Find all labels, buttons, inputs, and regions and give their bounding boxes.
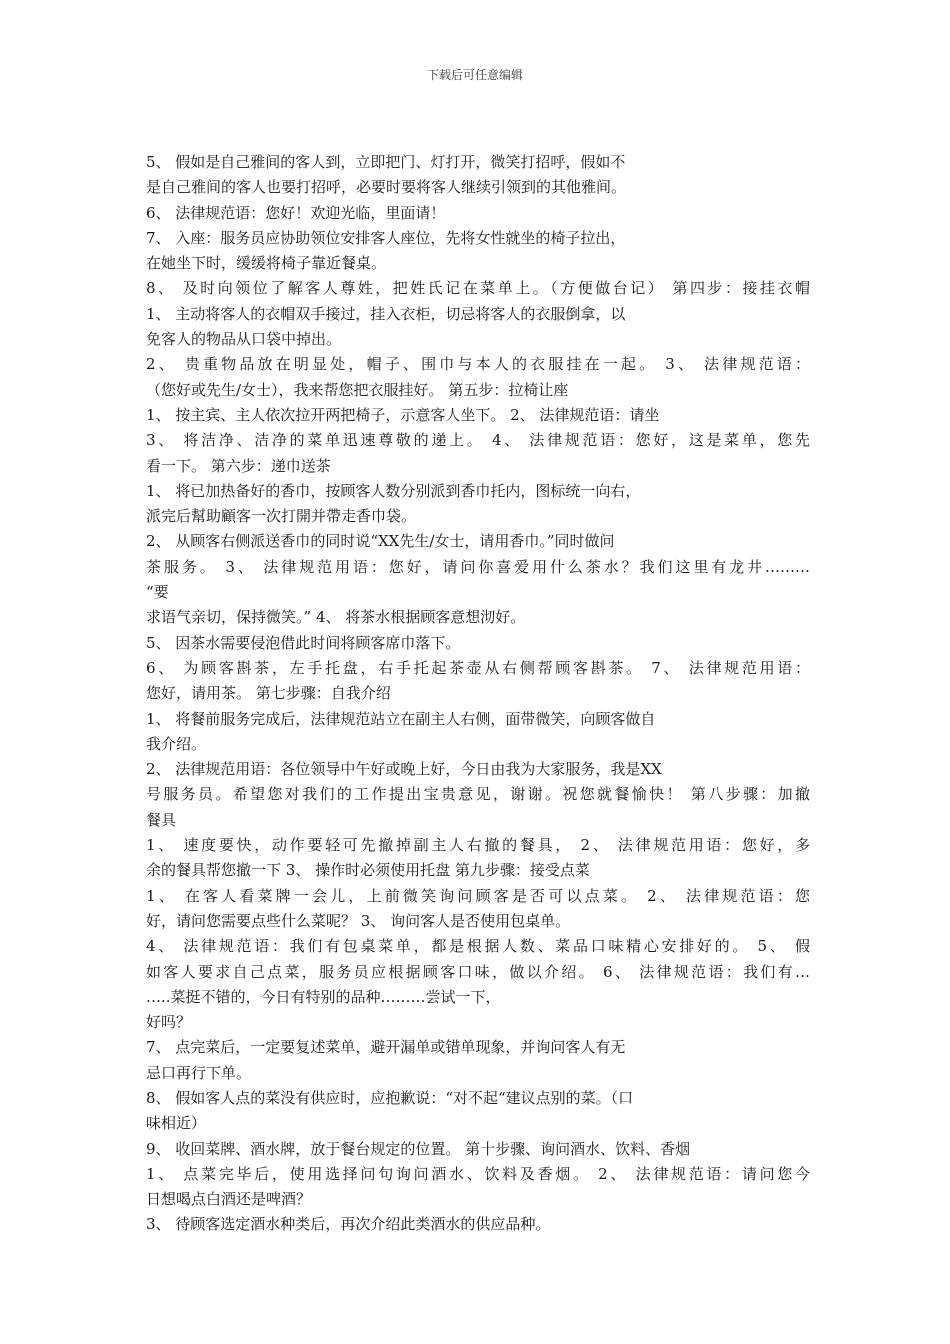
text-line: 3、 将洁净、洁净的菜单迅速尊敬的递上。 4、 法律规范语：您好，这是菜单，您先 [146,431,810,450]
text-line: …..菜挺不错的，今日有特别的品种………尝试一下， [146,987,501,1006]
text-line: 1、 在客人看菜牌一会儿，上前微笑询问顾客是否可以点菜。 2、 法律规范语：您 [146,886,810,905]
text-line: 3、 待顾客选定酒水种类后，再次介绍此类酒水的供应品种。 [146,1215,551,1234]
text-line: 好，请问您需要点些什么菜呢？ 3、 询问客人是否使用包桌单。 [146,911,571,930]
text-line: 2、 贵重物品放在明显处，帽子、围巾与本人的衣服挂在一起。 3、 法律规范语： [146,355,810,374]
text-line: 忌口再行下单。 [146,1063,252,1082]
text-line: 5、 假如是自己雅间的客人到，立即把门、灯打开，微笑打招呼，假如不 [146,153,626,171]
text-line: 求语气亲切，保持微笑。” 4、 将茶水根据顾客意想沏好。 [146,608,526,627]
document-body [146,150,810,1238]
text-line: 1、 速度要快，动作要轻可先撤掉副主人右撤的餐具， 2、 法律规范用语：您好，多 [146,836,810,855]
text-line: 6、 为顾客斟茶，左手托盘，右手托起茶壶从右侧帮顾客斟茶。 7、 法律规范用语： [146,658,810,677]
text-line: 号服务员。希望您对我们的工作提出宝贵意见，谢谢。祝您就餐愉快！ 第八步骤：加撤 [146,785,810,804]
text-line: 2、 法律规范用语：各位领导中午好或晚上好，今日由我为大家服务，我是XX [146,760,662,779]
text-line: 1、 主动将客人的衣帽双手接过，挂入衣柜，切忌将客人的衣服倒拿，以 [146,304,626,323]
text-line: 5、 因茶水需要侵泡借此时间将顾客席巾落下。 [146,633,461,652]
text-line: 日想喝点白酒还是啤酒？ [146,1190,312,1209]
text-line: 7、 点完菜后，一定要复述菜单，避开漏单或错单现象，并询问客人有无 [146,1038,626,1057]
text-line: 味相近） [146,1114,207,1133]
text-line: 好吗？ [146,1013,192,1032]
text-line: 8、 假如客人点的菜没有供应时，应抱歉说：“对不起“建议点别的菜。（口 [146,1088,634,1107]
text-line: 2、 从顾客右侧派送香巾的同时说“XX先生/女士，请用香巾。”同时做问 [146,532,615,551]
text-line: 免客人的物品从口袋中掉出。 [146,330,342,349]
text-line: 您好，请用茶。 第七步骤：自我介绍 [146,684,391,703]
text-line: （您好或先生/女士），我来帮您把衣服挂好。 第五步：拉椅让座 [146,380,569,399]
page-header: 下载后可任意编辑 [426,68,523,82]
text-line: 4、 法律规范语：我们有包桌菜单，都是根据人数、菜品口味精心安排好的。 5、 假 [146,937,810,956]
text-line: 1、 将已加热备好的香巾，按顾客人数分别派到香巾托内，图标统一向右， [146,481,641,500]
text-line: “要 [146,583,169,602]
text-line: 茶服务。 3、 法律规范用语：您好，请问你喜爱用什么茶水？我们这里有龙井……… [146,557,810,576]
text-line: 余的餐具帮您撤一下 3、 操作时必须使用托盘 第九步骤：接受点菜 [146,861,590,880]
text-line: 7、 入座：服务员应协助领位安排客人座位，先将女性就坐的椅子拉出， [146,228,626,247]
text-line: 1、 按主宾、主人依次拉开两把椅子，示意客人坐下。 2、 法律规范语：请坐 [146,405,660,424]
text-line: 是自己雅间的客人也要打招呼，必要时要将客人继续引领到的其他雅间。 [146,178,627,197]
text-line: 6、 法律规范语：您好！欢迎光临，里面请！ [146,203,446,222]
text-line: 如客人要求自己点菜，服务员应根据顾客口味，做以介绍。 6、 法律规范语：我们有… [146,962,810,981]
text-line: 1、 点菜完毕后，使用选择问句询问酒水、饮料及香烟。 2、 法律规范语：请问您今 [146,1164,810,1183]
text-line: 我介绍。 [146,734,207,753]
text-line: 8、 及时向领位了解客人尊姓，把姓氏记在菜单上。（方便做台记） 第四步：接挂衣帽 [146,279,810,298]
text-line: 餐具 [146,810,177,829]
text-line: 派完后幫助顧客一次打開并帶走香巾袋。 [146,507,417,526]
text-line: 看一下。 第六步：递巾送茶 [146,456,331,475]
text-line: 在她坐下时，缓缓将椅子靠近餐桌。 [146,254,387,273]
text-line: 1、 将餐前服务完成后，法律规范站立在副主人右侧，面带微笑，向顾客做自 [146,709,656,728]
text-line: 9、 收回菜牌、酒水牌，放于餐台规定的位置。 第十步骤、询问酒水、饮料、香烟 [146,1139,691,1158]
